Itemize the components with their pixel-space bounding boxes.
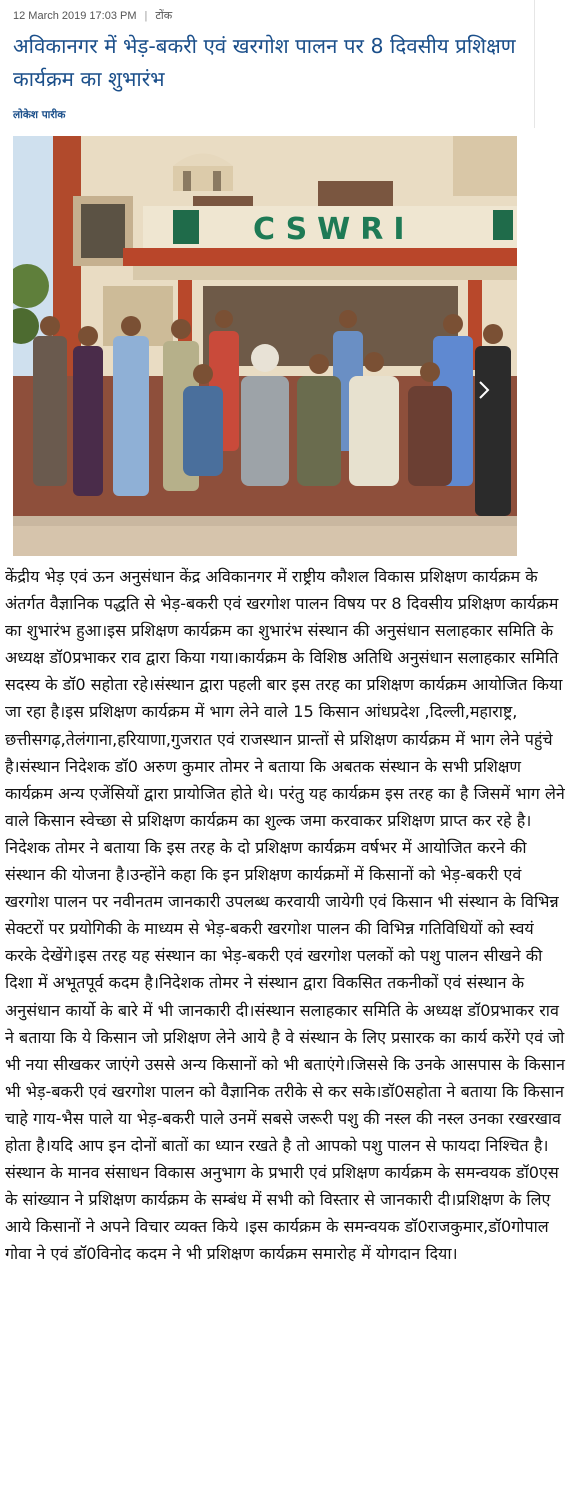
location-link[interactable]: टोंक xyxy=(155,10,173,22)
meta-separator: | xyxy=(144,10,148,22)
publish-date: 12 March 2019 17:03 PM xyxy=(13,10,137,22)
article-photo xyxy=(13,136,517,556)
article-body: केंद्रीय भेड़ एवं ऊन अनुसंधान केंद्र अविकानगर में राष्ट्रीय कौशल विकास प्रशिक्षण कार्यक्रम के अंतर्गत वैज्ञानिक पद्धति से भेड़-बकरी एवं खरगोश पालन विषय पर 8 दिवसीय प्रशिक्षण कार्यक्रम का शुभारंभ हुआ।इस प्रशिक्षण कार्यक्रम का शुभारंभ संस्थान की अनुसंधान सलाहकार समिति के अध्यक्ष डॉ0प्रभाकर राव द्वारा किया गया।कार्यक्रम के विशिष्ठ अतिथि अनुसंधान सलाहकार समिति सदस्य के डॉ0 सहोता रहे।संस्थान द्वारा पहली बार इस तरह का प्रशिक्षण कार्यक्रम आयोजित किया जा रहा है।इस प्रशिक्षण कार्यक्रम में भाग लेने वाले 15 किसान आंधप्रदेश ,दिल्ली,महाराष्ट्र, छत्तीसगढ़,तेलंगाना,हरियाणा,गुजरात एवं राजस्थान प्रान्तों से प्रशिक्षण कार्यक्रम में भाग लेने पहुंचे है।संस्थान निदेशक डॉ0 अरुण कुमार तोमर ने बताया कि अबतक संस्थान के सभी प्रशिक्षण कार्यक्रम अन्य एजेंसियों द्वारा प्रायोजित होते थे। परंतु यह कार्यक्रम इस तरह का है जिसमें भाग लेने वाले किसान स्वेच्छा से प्रशिक्षण कार्यक्रम का शुल्क जमा करवाकर प्रशिक्षण प्राप्त कर रहे है।निदेशक तोमर ने बताया कि इस तरह के दो प्रशिक्षण कार्यक्रम वर्षभर में आयोजित करने की संस्थान की योजना है।उन्होंने कहा कि इन प्रशिक्षण कार्यक्रमों में किसानों को भेड़-बकरी एवं खरगोश पालन पर नवीनतम जानकारी उपलब्ध करवायी जायेगी एवं किसान भी संस्थान के विभिन्न सेक्टरों पर प्रयोगिकी के माध्यम से भेड़-बकरी खरगोश पालन की विभिन्न गतिविधियों को स्वयं करके देखेंगे।इस तरह यह संस्थान का भेड़-बकरी एवं खरगोश पलकों को पशु पालन सीखने की दिशा में अभूतपूर्व कदम है।निदेशक तोमर ने संस्थान द्वारा विकसित तकनीकों एवं संस्थान के अनुसंधान कार्यो के बारे में भी जानकारी दी।संस्थान सलाहकार समिति के अध्यक्ष डॉ0प्रभाकर राव ने बताया कि ये किसान जो प्रशिक्षण लेने आये है वे संस्थान के लिए प्रसारक का कार्य करेंगे एवं जो भी नया सीखकर जाएंगे उससे अन्य किसानों को भी बताएंगे।जिससे कि उनके आसपास के किसान भी भेड़-बकरी एवं खरगोश पालन को वैज्ञानिक तरीके से कर सके।डॉ0सहोता ने बताया कि किसान चाहे गाय-भैस पाले या भेड़-बकरी पाले उनमें सबसे जरूरी पशु की नस्ल की नस्ल उनका रखरखाव होता है।यदि आप इन दोनों बातों का ध्यान रखते है तो आपको पशु पालन से फायदा निश्चित है।संस्थान के मानव संसाधन विकास अनुभाग के प्रभारी एवं प्रशिक्षण कार्यक्रम के समन्वयक डॉ0एस के सांख्यान ने प्रशिक्षण कार्यक्रम के सम्बंध में सभी को विस्तार से जानकारी दी।प्रशिक्षण के लिए आये किसानों ने अपने विचार व्यक्त किये ।इस कार्यक्रम के समन्वयक डॉ0राजकुमार,डॉ0गोपाल गोवा ने एवं डॉ0विनोद कदम ने भी प्रशिक्षण कार्यक्रम समारोह में योगदान दिया। xyxy=(5,567,565,1264)
article-meta xyxy=(13,8,172,23)
cswri-sign: CSWRI xyxy=(253,212,415,247)
article-title: अविकानगर में भेड़-बकरी एवं खरगोश पालन पर 8 दिवसीय प्रशिक्षण कार्यक्रम का शुभारंभ xyxy=(13,34,516,91)
author-name[interactable]: लोकेश पारीक xyxy=(13,109,66,121)
header-divider xyxy=(534,0,535,128)
